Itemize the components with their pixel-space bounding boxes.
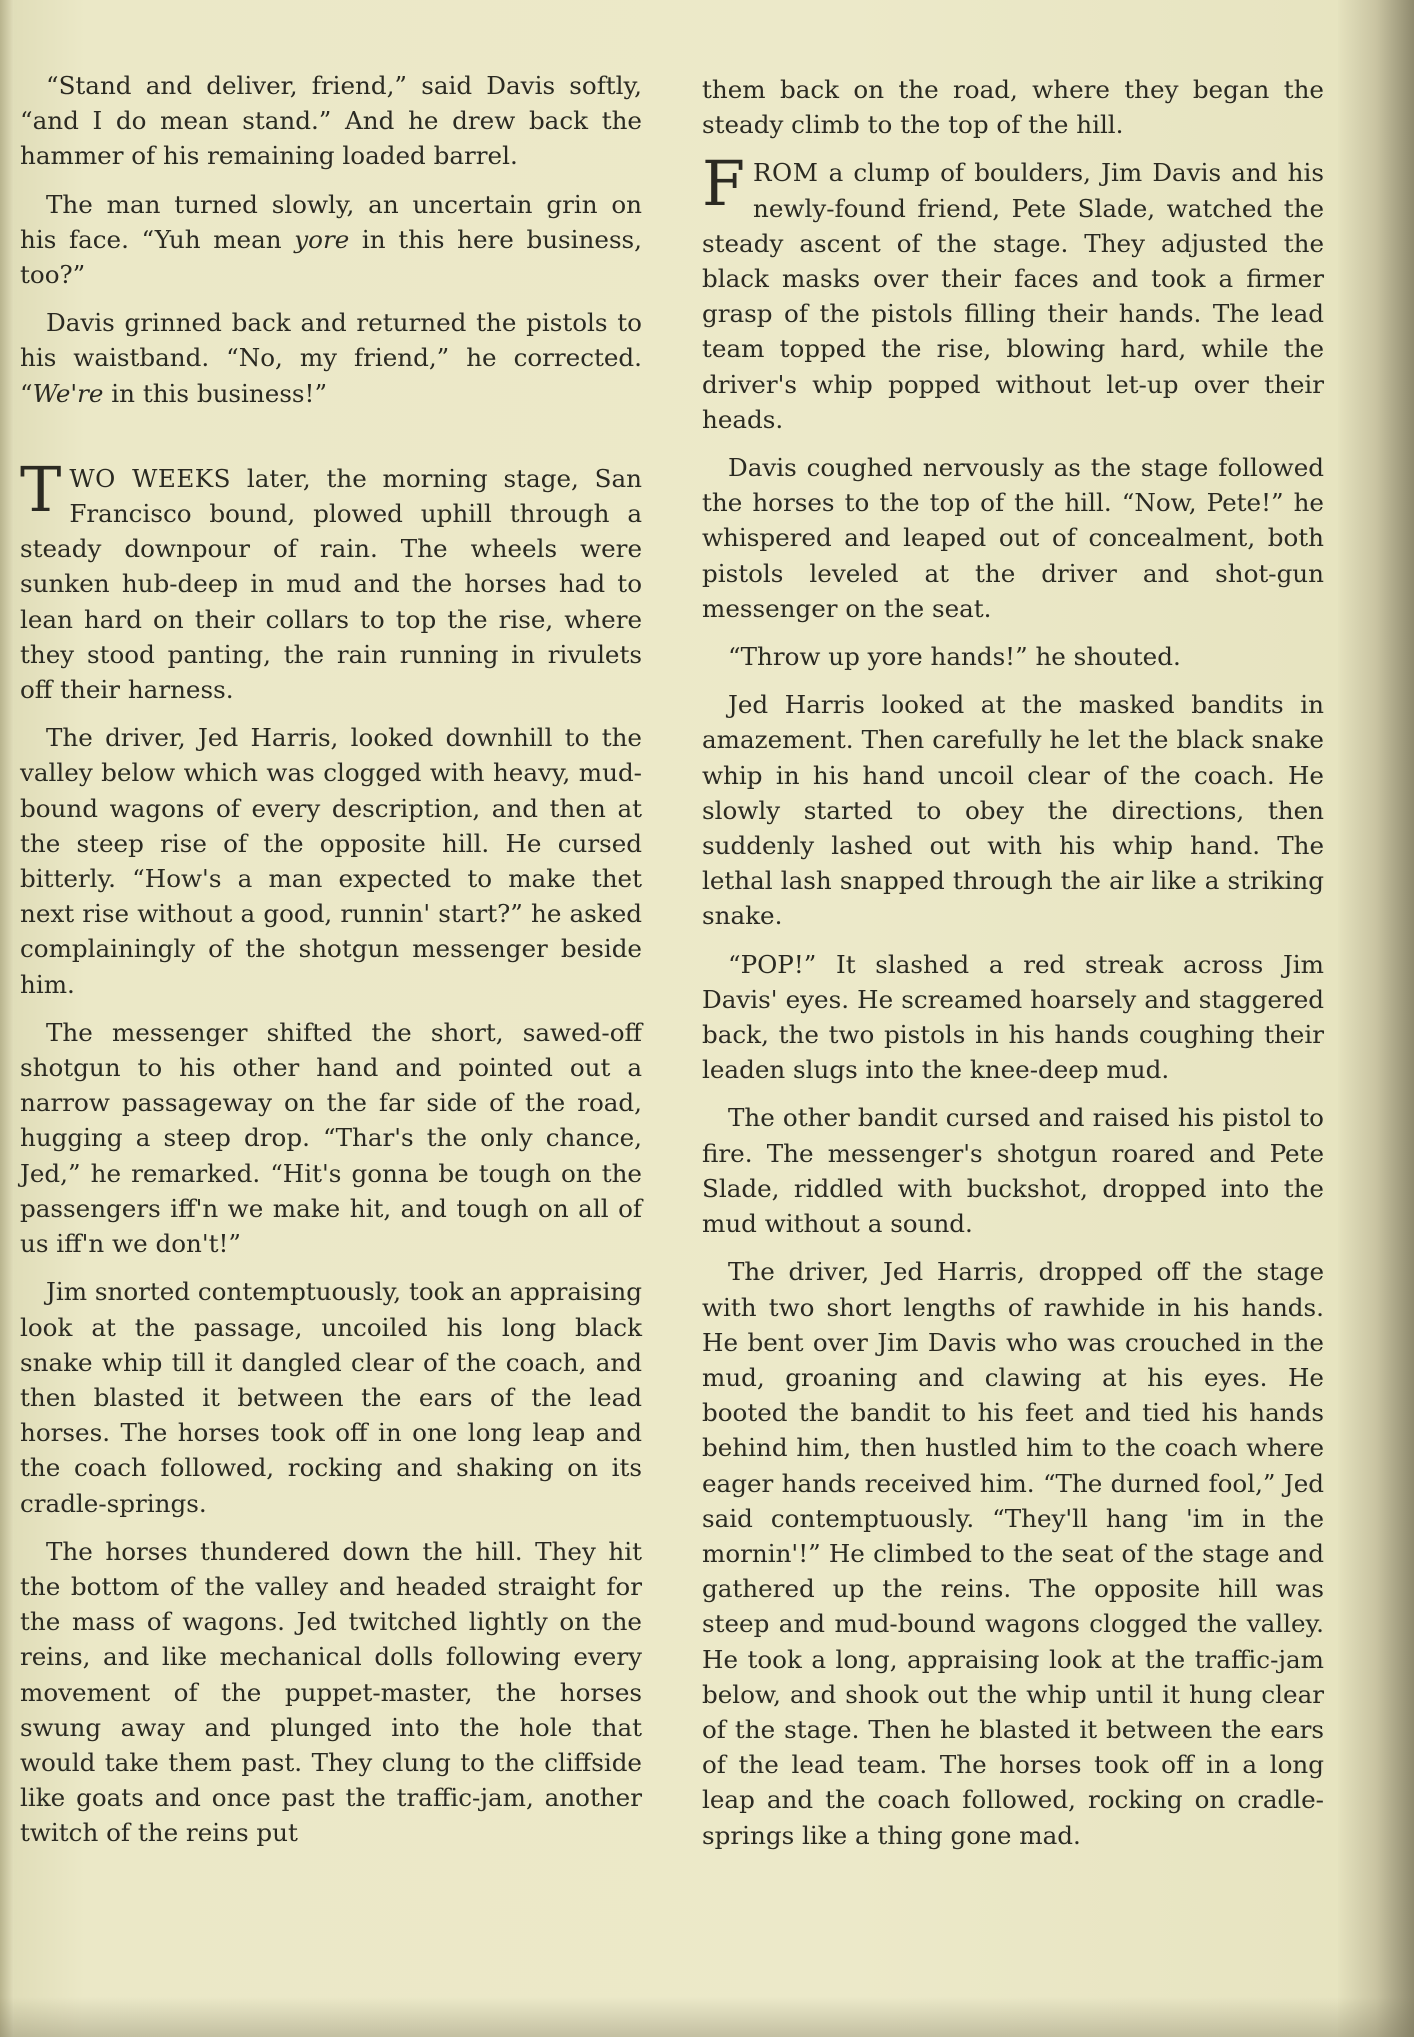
page-edge-shadow xyxy=(1338,0,1414,2037)
lead-in: ROM xyxy=(753,158,819,188)
section-opening-paragraph: FROM a clump of boulders, Jim Davis and his newly-found friend, Pete Slade, watched the steady ascent of the stage. They adjusted the black masks over their faces and took a firmer grasp of the pistols filling their hands. The lead team topped the rise, blowing hard, while the driver's whip popped without let-up over their heads. xyxy=(702,147,1324,434)
paragraph: Jed Harris looked at the masked bandits in amazement. Then carefully he let the black snake whip in his hand uncoil clear of the coach. He slowly started to obey the directions, then suddenly lashed out with his whip hand. The lethal lash snapped through the air like a striking snake. xyxy=(702,690,1324,931)
drop-cap: T xyxy=(20,452,62,526)
paragraph: The other bandit cursed and raised his pistol to fire. The messenger's shotgun roared and Pete Slade, riddled with buckshot, dropped into the mud without a sound. xyxy=(702,1103,1324,1239)
paragraph: Davis coughed nervously as the stage followed the horses to the top of the hill. “Now, Pete!” he whispered and leaped out of concealment, both pistols leveled at the driver and shot-gun messenger on the seat. xyxy=(702,453,1324,623)
section-opening-paragraph: TWO WEEKS later, the morning stage, San Francisco bound, plowed uphill through a steady downpour of rain. The wheels were sunken hub-deep in mud and the horses had to lean hard on their collars to top the rise, where they stood panting, the rain running in rivulets off their harness. xyxy=(20,452,642,705)
left-column xyxy=(20,68,642,1864)
paragraph: Jim snorted contemptuously, took an appraising look at the passage, uncoiled his long black snake whip till it dangled clear of the coach, and then blasted it between the ears of the lead horses. The horses took off in one long leap and the coach followed, rocking and shaking on its cradle-springs. xyxy=(20,1277,642,1518)
paragraph: The man turned slowly, an uncertain grin on his face. “Yuh mean yore in this here business, too?” xyxy=(20,189,642,290)
paragraph: The driver, Jed Harris, looked downhill to the valley below which was clogged with heavy, mud-bound wagons of every description, and then at the steep rise of the opposite hill. He cursed bitterly. “How's a man expected to make thet next rise without a good, runnin' start?” he asked complainingly of the shotgun messenger beside him. xyxy=(20,723,642,999)
paragraph: The messenger shifted the short, sawed-off shotgun to his other hand and pointed out a narrow passageway on the far side of the road, hugging a steep drop. “Thar's the only chance, Jed,” he remarked. “Hit's gonna be tough on the passengers iff'n we make hit, and tough on all of us iff'n we don't!” xyxy=(20,1017,642,1259)
lead-in: WO WEEKS xyxy=(69,463,232,493)
paragraph: The horses thundered down the hill. They hit the bottom of the valley and headed straight for the mass of wagons. Jed twitched lightly on the reins, and like mechanical dolls following every movement of the puppet-master, the horses swung away and plunged into the hole that would take them past. They clung to the cliffside like goats and once past the traffic-jam, another twitch of the reins put xyxy=(20,1536,642,1848)
paragraph: Davis grinned back and returned the pistols to his waistband. “No, my friend,” he corrected. “We're in this business!” xyxy=(20,308,642,408)
paragraph: “Throw up yore hands!” he shouted. xyxy=(728,642,1181,672)
paragraph: “POP!” It slashed a red streak across Jim Davis' eyes. He screamed hoarsely and staggered back, the two pistols in his hands coughing their leaden slugs into the knee-deep mud. xyxy=(702,949,1324,1085)
drop-cap: F xyxy=(702,147,746,221)
paragraph: “Stand and deliver, friend,” said Davis softly, “and I do mean stand.” And he drew back the hammer of his remaining loaded barrel. xyxy=(20,71,642,171)
page-bottom-shadow xyxy=(0,1997,1414,2037)
paragraph: The driver, Jed Harris, dropped off the stage with two short lengths of rawhide in his hands. He bent over Jim Davis who was crouched in the mud, groaning and clawing at his eyes. He booted the bandit to his feet and tied his hands behind him, then hustled him to the coach where eager hands received him. “The durned fool,” Jed said contemptuously. “They'll hang 'im in the mornin'!” He climbed to the seat of the stage and gathered up the reins. The opposite hill was steep and mud-bound wagons clogged the valley. He took a long, appraising look at the traffic-jam below, and shook out the whip until it hung clear of the stage. Then he blasted it between the ears of the lead team. The horses took off in a long leap and the coach followed, rocking on cradle-springs like a thing gone mad. xyxy=(702,1257,1324,1850)
paragraph: them back on the road, where they began the steady climb to the top of the hill. xyxy=(702,75,1324,140)
right-column xyxy=(702,72,1324,1866)
page-spine-shadow xyxy=(0,0,14,2037)
